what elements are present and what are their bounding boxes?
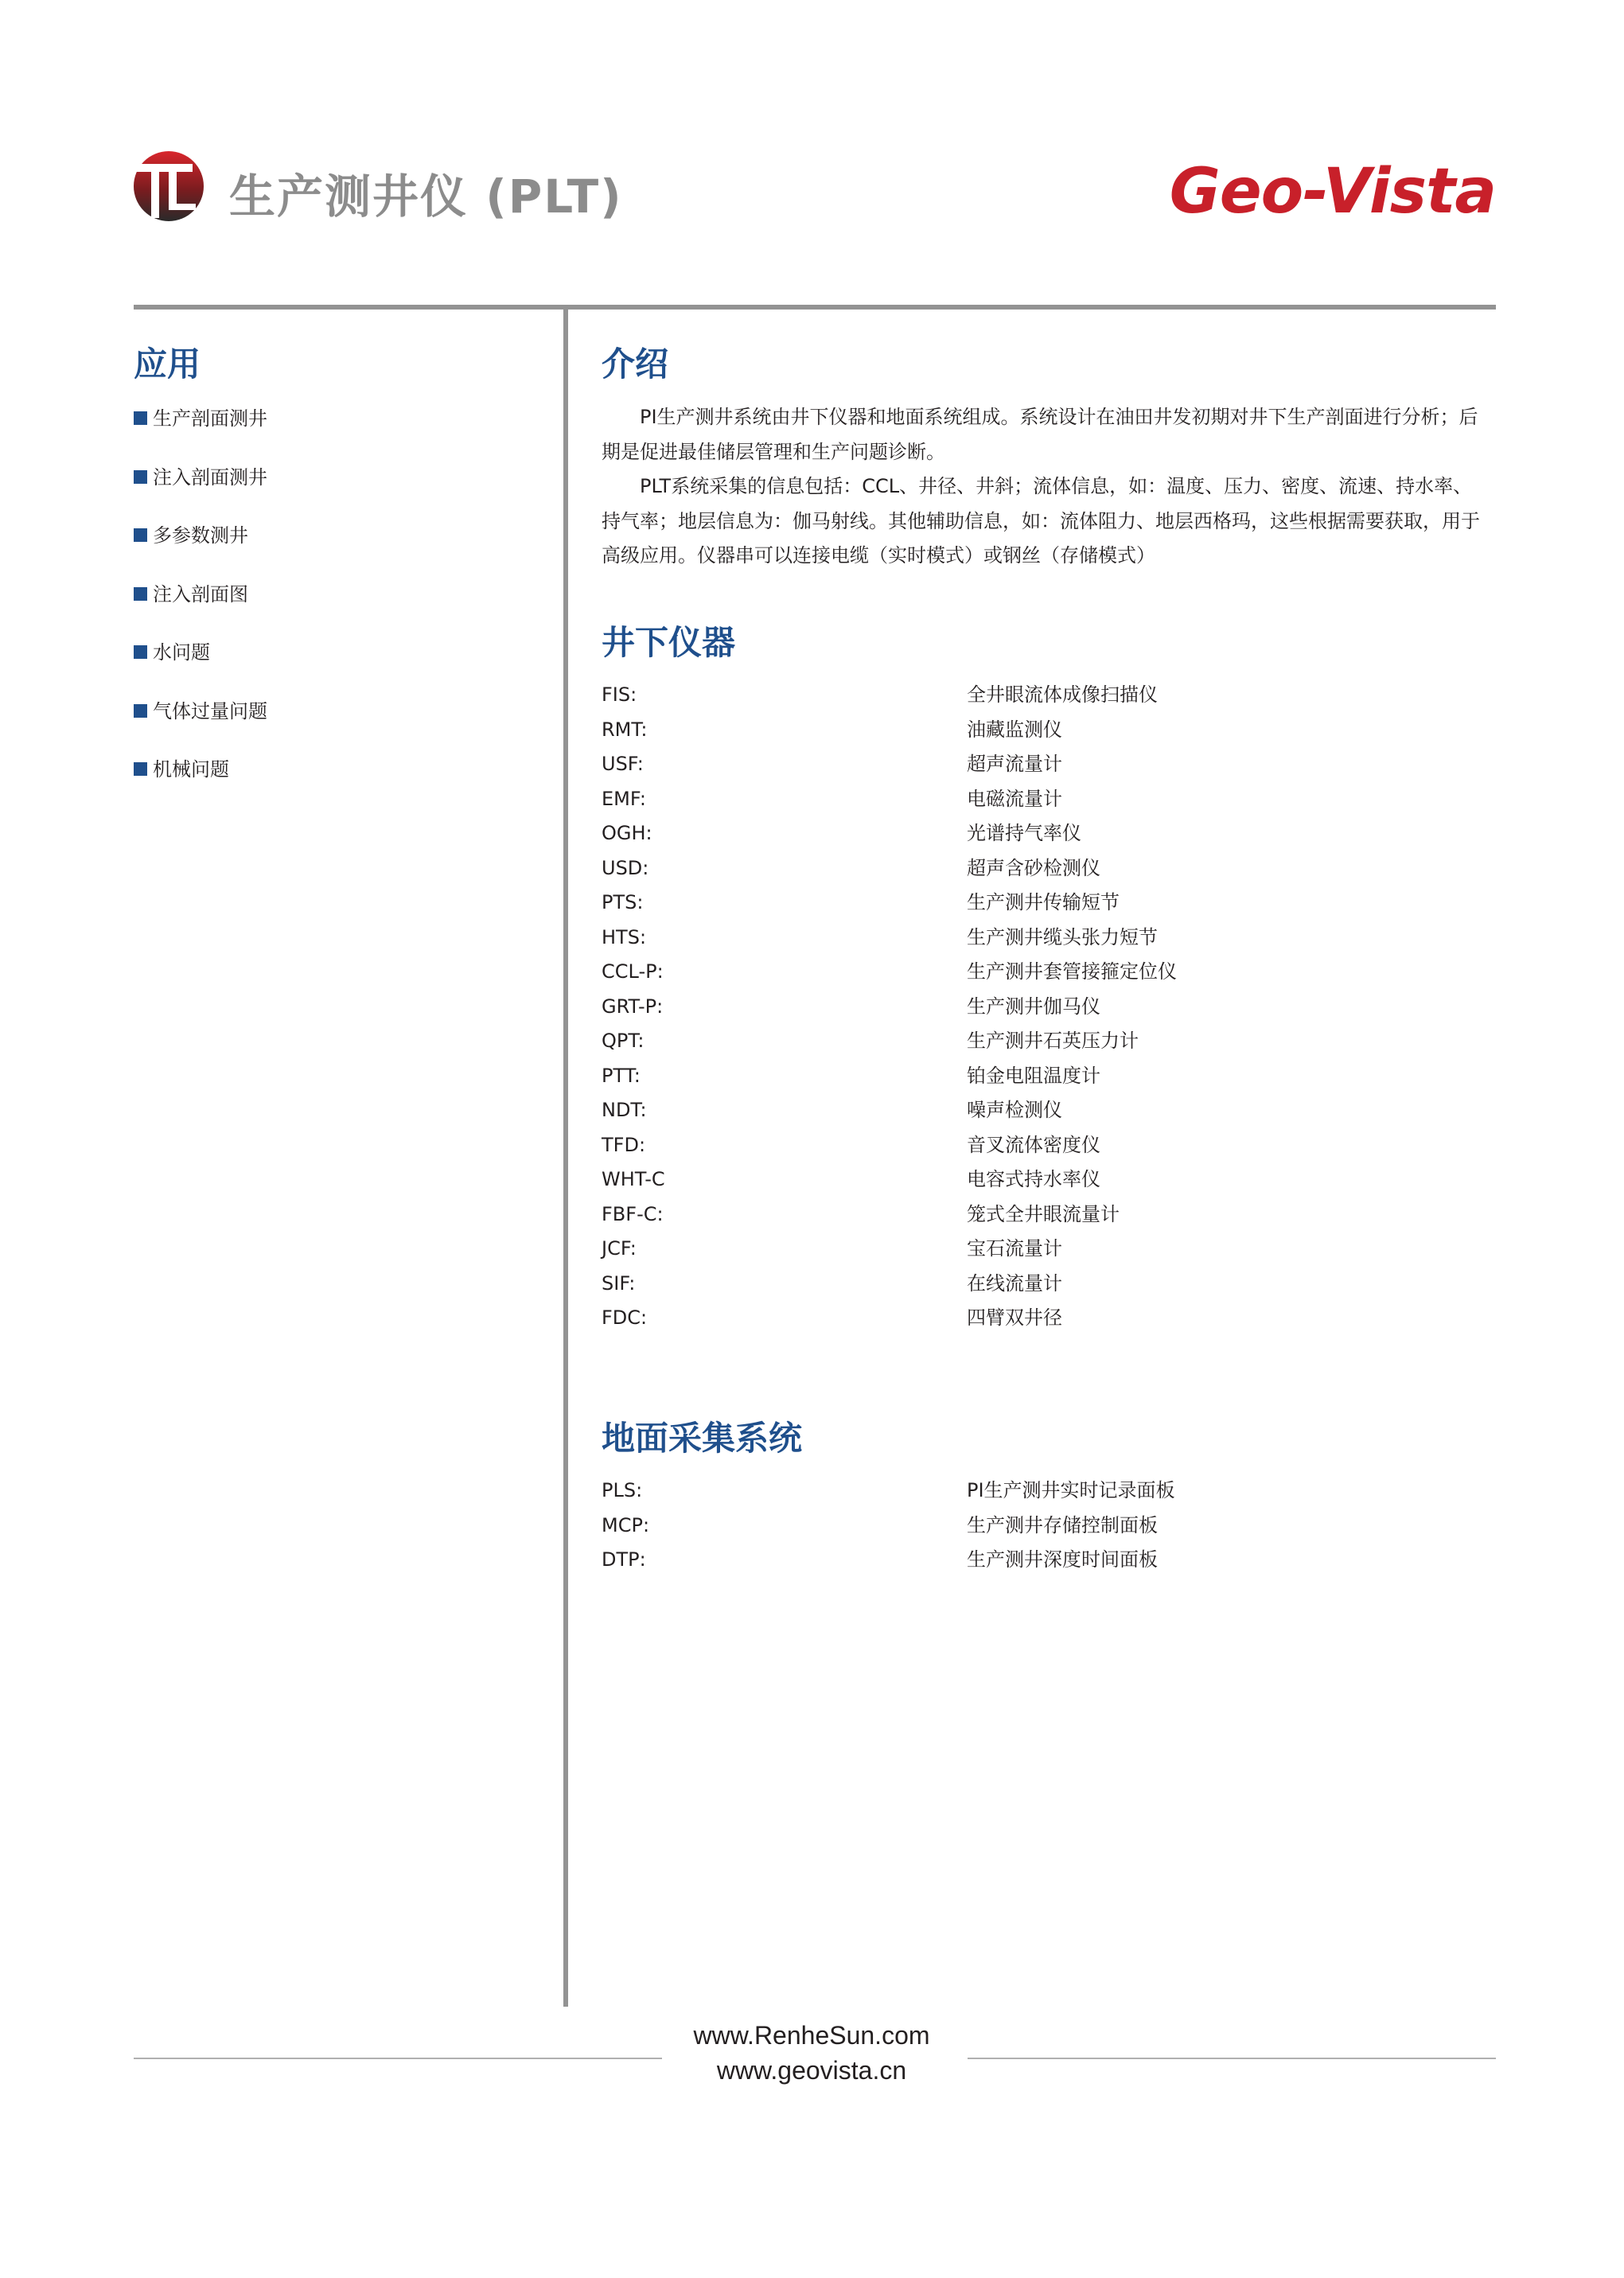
applications-list	[134, 403, 267, 812]
table-row: PTS: 生产测井传输短节	[602, 891, 1120, 913]
table-row: NDT: 噪声检测仪	[602, 1099, 1062, 1121]
brand-logo: Geo-Vista	[1169, 156, 1496, 228]
table-row: FBF-C: 笼式全井眼流量计	[602, 1202, 1120, 1225]
square-bullet-icon	[134, 411, 147, 425]
header-divider	[134, 305, 1496, 310]
list-item: 气体过量问题	[134, 695, 267, 754]
square-bullet-icon	[134, 587, 147, 601]
footer-url-renhesun[interactable]: www.RenheSun.com	[693, 2021, 930, 2050]
column-divider	[563, 310, 568, 2007]
table-row: GRT-P: 生产测井伽马仪	[602, 995, 1100, 1018]
intro-heading: 介绍	[602, 345, 669, 384]
square-bullet-icon	[134, 470, 147, 484]
table-row: RMT: 油藏监测仪	[602, 718, 1062, 741]
table-row: USF: 超声流量计	[602, 753, 1062, 775]
table-row: DTP: 生产测井深度时间面板	[602, 1548, 1158, 1571]
table-row: PTT: 铂金电阻温度计	[602, 1064, 1100, 1087]
intro-paragraph: PLT系统采集的信息包括：CCL、井径、井斜；流体信息，如：温度、压力、密度、流速、持水率、持气率；地层信息为：伽马射线。其他辅助信息，如：流体阻力、地层西格玛，这些根据需要获取，用于高级应用。仪器串可以连接电缆（实时模式）或钢丝（存储模式）	[602, 475, 1480, 567]
surface-heading: 地面采集系统	[602, 1419, 803, 1458]
table-row: FDC: 四臂双井径	[602, 1306, 1062, 1329]
table-row: SIF: 在线流量计	[602, 1271, 1062, 1295]
square-bullet-icon	[134, 645, 147, 659]
table-row: TFD: 音叉流体密度仪	[602, 1133, 1100, 1156]
square-bullet-icon	[134, 704, 147, 718]
applications-heading: 应用	[134, 345, 201, 384]
square-bullet-icon	[134, 528, 147, 542]
footer-url-geovista[interactable]: www.geovista.cn	[716, 2056, 907, 2085]
table-row: WHT-C 电容式持水率仪	[602, 1168, 1100, 1190]
intro-text	[602, 400, 1485, 574]
table-row: QPT: 生产测井石英压力计	[602, 1030, 1139, 1052]
table-row: FIS: 全井眼流体成像扫描仪	[602, 683, 1158, 706]
list-item: 水问题	[134, 637, 267, 695]
table-row: JCF: 宝石流量计	[602, 1237, 1062, 1260]
tl-logo-icon	[134, 151, 204, 221]
intro-paragraph: PI生产测井系统由井下仪器和地面系统组成。系统设计在油田井发初期对井下生产剖面进行分析；后期是促进最佳储层管理和生产问题诊断。	[602, 406, 1478, 463]
list-item: 注入剖面测井	[134, 461, 267, 520]
table-row: EMF: 电磁流量计	[602, 787, 1062, 810]
list-item: 机械问题	[134, 753, 267, 812]
table-row: MCP: 生产测井存储控制面板	[602, 1513, 1158, 1536]
list-item: 注入剖面图	[134, 578, 267, 637]
table-row: CCL-P: 生产测井套管接箍定位仪	[602, 960, 1177, 983]
table-row: USD: 超声含砂检测仪	[602, 856, 1100, 879]
table-row: PLS: PI生产测井实时记录面板	[602, 1479, 1175, 1501]
list-item: 生产剖面测井	[134, 403, 267, 461]
table-row: HTS: 生产测井缆头张力短节	[602, 925, 1158, 948]
list-item: 多参数测井	[134, 520, 267, 578]
downhole-table	[602, 678, 1397, 1336]
footer-divider-right	[968, 2058, 1496, 2059]
table-row: OGH: 光谱持气率仪	[602, 822, 1081, 844]
surface-table	[602, 1474, 1397, 1578]
footer-divider-left	[134, 2058, 662, 2059]
document-title: 生产测井仪 (PLT)	[229, 169, 623, 224]
downhole-heading: 井下仪器	[602, 623, 736, 662]
square-bullet-icon	[134, 762, 147, 776]
